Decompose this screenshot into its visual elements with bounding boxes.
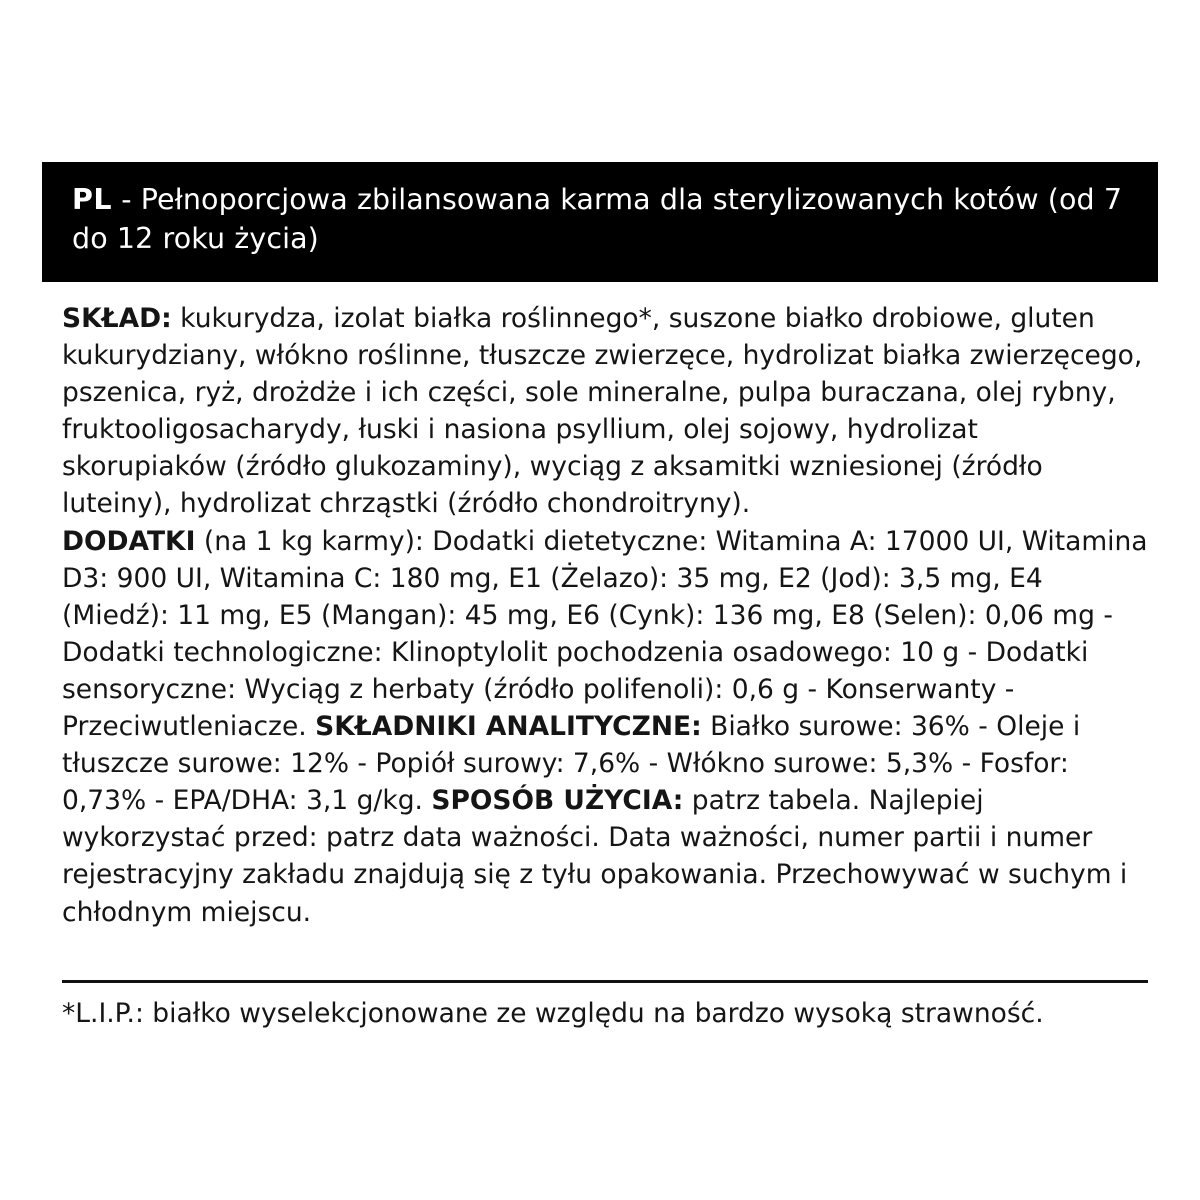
header-description <box>72 180 1132 259</box>
analytical-label: SKŁADNIKI ANALITYCZNE: <box>315 711 702 743</box>
additives-paragraph <box>62 523 1148 931</box>
usage-label: SPOSÓB UŻYCIA: <box>431 785 684 817</box>
footnote-divider <box>62 980 1148 983</box>
composition-text: kukurydza, izolat białka roślinnego*, suszone białko drobiowe, gluten kukurydziany, włókno roślinne, tłuszcze zwierzęce, hydrolizat białka zwierzęcego, pszenica, ryż, drożdże i ich części, sole mineralne, pulpa buraczana, olej rybny, fruktooligosacharydy, łuski i nasiona psyllium, olej sojowy, hydrolizat skorupiaków (źródło glukozaminy), wyciąg z aksamitki wzniesionej (źródło luteiny), hydrolizat chrząstki (źródło chondroitryny). <box>62 303 1143 520</box>
additives-text: (na 1 kg karmy): Dodatki dietetyczne: Witamina A: 17000 UI, Witamina D3: 900 UI, Witamina C: 180 mg, E1 (Żelazo): 35 mg, E2 (Jod): 3,5 mg, E4 (Miedź): 11 mg, E5 (Mangan): 45 mg, E6 (Cynk): 136 mg, E8 (Selen): 0,06 mg - Dodatki technologiczne: Klinoptylolit pochodzenia osadowego: 10 g - Dodatki sensoryczne: Wyciąg z herbaty (źródło polifenoli): 0,6 g - Konserwanty - Przeciwutleniacze. <box>62 525 1148 743</box>
ingredients-body <box>62 300 1148 931</box>
footnote-text: *L.I.P.: białko wyselekcjonowane ze względu na bardzo wysoką strawność. <box>62 998 1044 1029</box>
composition-paragraph <box>62 300 1148 523</box>
additives-label: DODATKI <box>62 525 196 557</box>
composition-label: SKŁAD: <box>62 303 172 334</box>
language-header-band <box>42 162 1158 282</box>
header-separator: - <box>112 183 141 216</box>
language-code: PL <box>72 183 113 216</box>
usage-text: patrz tabela. Najlepiej wykorzystać przed: patrz data ważności. Data ważności, numer partii i numer rejestracyjny zakładu znajdują się z tyłu opakowania. Przechowywać w suchym i chłodnym miejscu. <box>62 785 1128 928</box>
analytical-text: Białko surowe: 36% - Oleje i tłuszcze surowe: 12% - Popiół surowy: 7,6% - Włókno surowe: 5,3% - Fosfor: 0,73% - EPA/DHA: 3,1 g/kg. <box>62 711 1081 817</box>
header-description-text: Pełnoporcjowa zbilansowana karma dla sterylizowanych kotów (od 7 do 12 roku życia) <box>72 183 1123 256</box>
